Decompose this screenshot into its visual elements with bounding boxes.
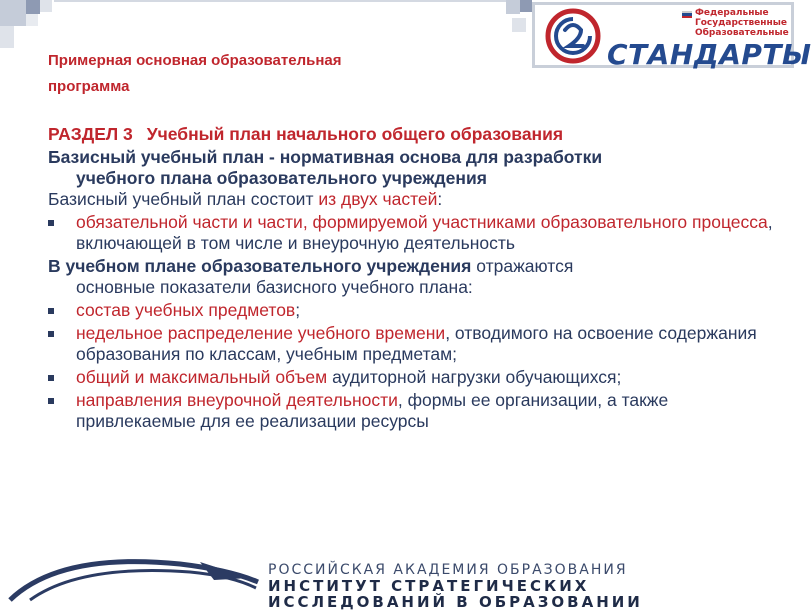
basic-plan-consists [48, 189, 776, 210]
basic-plan-title-line2: учебного плана образовательного учреждения [76, 168, 487, 188]
bullet-highlight: общий и максимальный объем [76, 367, 328, 387]
logo-subtitle [695, 8, 789, 38]
top-divider [54, 0, 506, 2]
bullet-text: , отводимого на освоение содержания образования по классам, учебным предметам; [76, 323, 757, 364]
basic-plan-title-line1: Базисный учебный план - нормативная основа для разработки [48, 147, 603, 167]
bullet-text: , включающей в том числе и внеурочную деятельность [76, 212, 773, 253]
decor-square [0, 26, 14, 48]
heading-line2: программа [48, 78, 130, 95]
list-item [48, 390, 776, 432]
list-item [48, 212, 776, 254]
bullet-highlight: обязательной части и части, формируемой участниками образовательного процесса [76, 212, 768, 232]
logo-line1: Федеральные [695, 8, 769, 18]
logo-line2: Государственные [695, 18, 787, 28]
heading-line1: Примерная основная образовательная [48, 52, 342, 69]
institution-plan-line2: основные показатели базисного учебного плана: [76, 277, 473, 297]
decor-square [512, 18, 526, 32]
logo-line3: Образовательные [695, 28, 789, 38]
consists-highlight: из двух частей [318, 189, 438, 209]
slide-content [48, 124, 776, 432]
decor-square [26, 14, 38, 26]
list-item [48, 300, 776, 321]
footer-research: ИССЛЕДОВАНИЙ В ОБРАЗОВАНИИ [268, 593, 643, 611]
footer-academy: РОССИЙСКАЯ АКАДЕМИЯ ОБРАЗОВАНИЯ [268, 562, 628, 578]
decor-square [0, 0, 26, 26]
footer-banner [0, 542, 800, 611]
list-item [48, 367, 776, 388]
institution-plan-rest: отражаются [471, 256, 574, 276]
footer-institute: ИНСТИТУТ СТРАТЕГИЧЕСКИХ [268, 577, 590, 595]
section-name: Учебный план начального общего образования [146, 124, 564, 144]
bullet-text: ; [295, 300, 301, 320]
decor-square [506, 0, 520, 14]
list-item [48, 323, 776, 365]
fgos-logo [532, 2, 812, 71]
bullet-text: аудиторной нагрузки обучающихся; [327, 367, 622, 387]
logo-title: СТАНДАРТЫ [607, 38, 812, 71]
institute-swoosh-logo-icon [0, 542, 260, 600]
bullet-highlight: недельное распределение учебного времени [76, 323, 446, 343]
bullet-text: , формы ее организации, а также привлекаемые для ее реализации ресурсы [76, 390, 669, 431]
fgos-logo-mark-icon [545, 8, 601, 64]
bullet-highlight: направления внеурочной деятельности [76, 390, 398, 410]
bullet-highlight: состав учебных предметов [76, 300, 296, 320]
decor-square [520, 0, 532, 12]
section-number: РАЗДЕЛ 3 [48, 124, 133, 144]
decor-square [26, 0, 40, 14]
page-heading [48, 48, 498, 100]
institution-plan-bold: В учебном плане образовательного учреждения [48, 256, 472, 276]
section-title [48, 124, 776, 145]
decor-square [40, 0, 52, 12]
consists-prefix: Базисный учебный план состоит [48, 189, 319, 209]
consists-suffix: : [437, 189, 443, 209]
russian-flag-icon [682, 11, 692, 18]
institution-plan-intro [48, 256, 776, 277]
